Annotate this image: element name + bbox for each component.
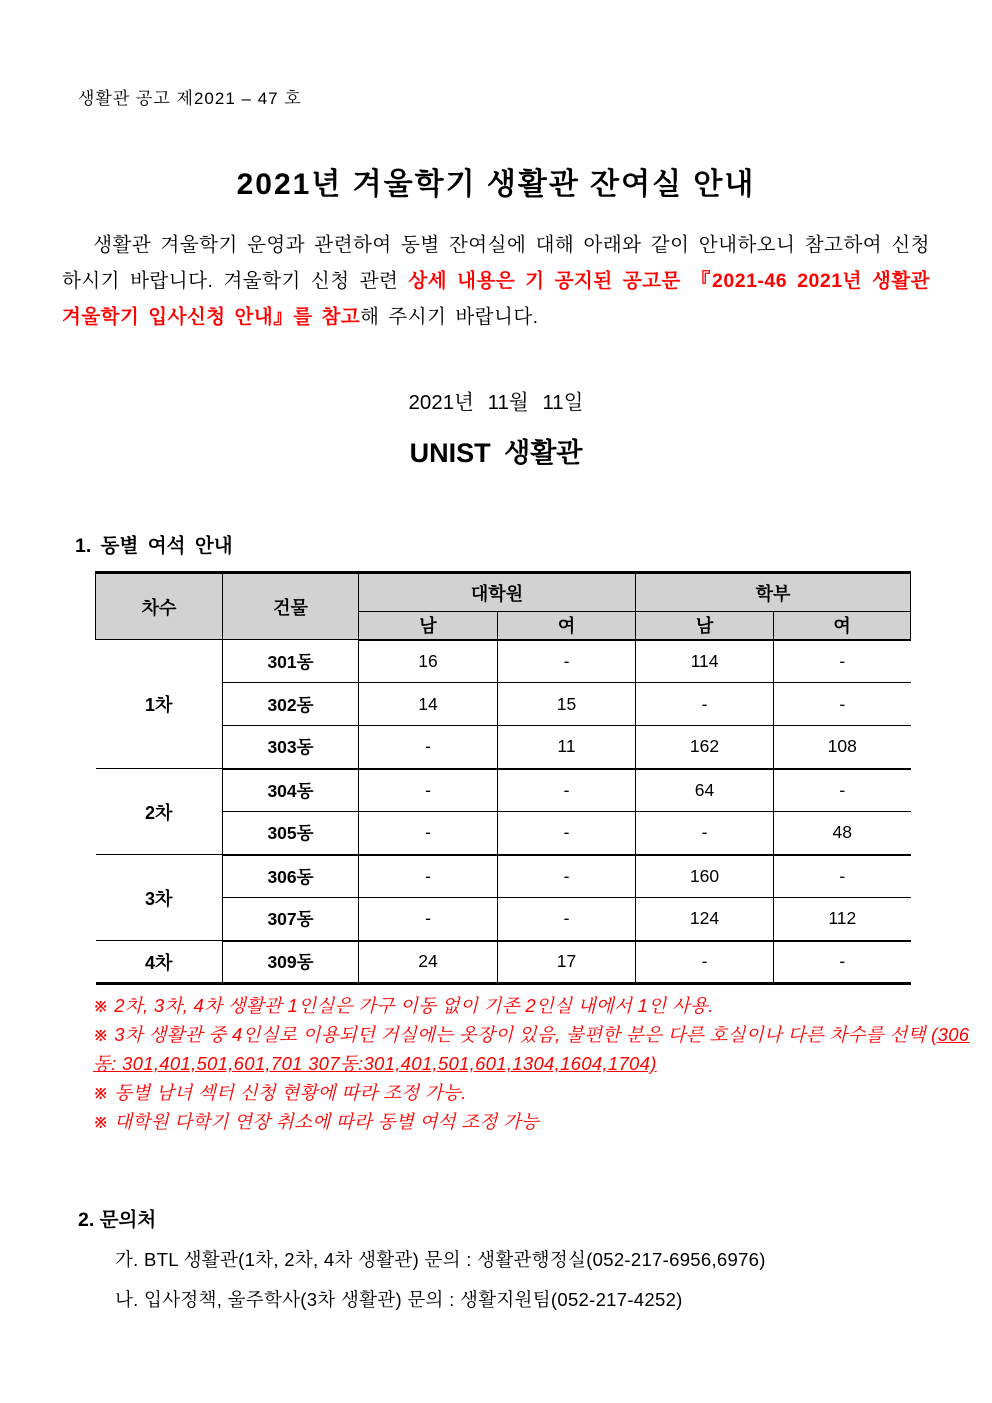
- header-ug-male: 남: [636, 612, 774, 640]
- building-cell: 304동: [223, 769, 359, 812]
- vacancy-cell-grad-m: -: [359, 769, 498, 812]
- building-cell: 303동: [223, 726, 359, 769]
- vacancy-cell-ug-f: -: [774, 769, 911, 812]
- intro-text-1: 생활관 겨울학기 운영과 관련하여 동별 잔여실에 대해 아래와 같이 안내하오니 참고하여 신청하시기 바랍니다. 겨울학기 신청 관련: [62, 234, 930, 292]
- building-cell: 306동: [223, 855, 359, 898]
- vacancy-cell-grad-f: -: [498, 855, 636, 898]
- header-ug-female: 여: [774, 612, 911, 640]
- vacancy-cell-ug-m: -: [636, 683, 774, 726]
- building-cell: 301동: [223, 640, 359, 683]
- vacancy-cell-ug-m: 124: [636, 898, 774, 941]
- vacancy-cell-grad-m: -: [359, 726, 498, 769]
- vacancy-cell-ug-m: 64: [636, 769, 774, 812]
- round-cell: 2차: [96, 769, 223, 855]
- vacancy-cell-grad-m: 24: [359, 941, 498, 984]
- vacancy-cell-ug-f: 112: [774, 898, 911, 941]
- vacancy-cell-ug-f: -: [774, 855, 911, 898]
- table-notes: [93, 991, 973, 1136]
- header-grad-male: 남: [359, 612, 498, 640]
- header-graduate: 대학원: [359, 573, 636, 612]
- vacancy-cell-grad-f: 17: [498, 941, 636, 984]
- vacancy-cell-grad-f: -: [498, 812, 636, 855]
- vacancy-cell-grad-m: 16: [359, 640, 498, 683]
- table-row: [96, 769, 911, 812]
- section1-heading: 1. 동별 여석 안내: [75, 535, 233, 557]
- vacancy-cell-ug-f: -: [774, 683, 911, 726]
- vacancy-cell-grad-m: -: [359, 855, 498, 898]
- section2-heading: 2. 문의처: [78, 1209, 157, 1231]
- header-row-top: [96, 573, 911, 612]
- building-cell: 302동: [223, 683, 359, 726]
- org-name: UNIST 생활관: [409, 438, 583, 468]
- intro-paragraph: [62, 227, 930, 335]
- vacancy-cell-grad-f: -: [498, 640, 636, 683]
- header-building: 건물: [223, 573, 359, 640]
- building-cell: 309동: [223, 941, 359, 984]
- intro-highlight: 상세 내용은 기 공지된 공고문 『2021-46 2021년 생활관 겨울학기 입사신청 안내』를 참고: [62, 270, 931, 328]
- vacancy-cell-grad-f: 11: [498, 726, 636, 769]
- vacancy-cell-ug-m: 114: [636, 640, 774, 683]
- doc-number: 생활관 공고 제2021 – 47 호: [78, 89, 302, 108]
- vacancy-cell-ug-m: 160: [636, 855, 774, 898]
- vacancy-cell-ug-m: 162: [636, 726, 774, 769]
- round-cell: 3차: [96, 855, 223, 941]
- availability-table-body: [96, 640, 911, 984]
- vacancy-cell-ug-f: 108: [774, 726, 911, 769]
- vacancy-cell-grad-m: -: [359, 812, 498, 855]
- contact-list: [115, 1240, 930, 1320]
- building-cell: 307동: [223, 898, 359, 941]
- header-grad-female: 여: [498, 612, 636, 640]
- table-row: [96, 640, 911, 683]
- vacancy-cell-ug-f: -: [774, 640, 911, 683]
- building-cell: 305동: [223, 812, 359, 855]
- note-line: ※ 2차, 3차, 4차 생활관 1인실은 가구 이동 없이 기존 2인실 내에서 1인 사용.: [93, 995, 714, 1016]
- vacancy-cell-ug-f: 48: [774, 812, 911, 855]
- vacancy-cell-grad-f: -: [498, 898, 636, 941]
- round-cell: 1차: [96, 640, 223, 769]
- note-line: ※ 동별 남녀 섹터 신청 현황에 따라 조정 가능.: [93, 1082, 467, 1103]
- vacancy-cell-grad-m: 14: [359, 683, 498, 726]
- page-title: 2021년 겨울학기 생활관 잔여실 안내: [236, 168, 756, 201]
- note-room-list: (306동: 301,401,501,601,701 307동:301,401,501,601,1304,1604,1704): [93, 1024, 970, 1074]
- availability-table: [95, 571, 911, 985]
- table-row: [96, 855, 911, 898]
- table-row: [96, 941, 911, 984]
- intro-text-2: 해 주시기 바랍니다.: [360, 306, 539, 328]
- note-text: ※ 3차 생활관 중 4인실로 이용되던 거실에는 옷장이 있음, 불편한 분은 다른 호실이나 다른 차수를 선택: [93, 1024, 932, 1045]
- round-cell: 4차: [96, 941, 223, 984]
- note-line: [93, 1020, 973, 1078]
- vacancy-cell-ug-f: -: [774, 941, 911, 984]
- vacancy-cell-grad-m: -: [359, 898, 498, 941]
- note-line: ※ 대학원 다학기 연장 취소에 따라 동별 여석 조정 가능: [93, 1111, 540, 1132]
- header-round: 차수: [96, 573, 223, 640]
- vacancy-cell-grad-f: -: [498, 769, 636, 812]
- availability-table-header: [96, 573, 911, 640]
- header-undergraduate: 학부: [636, 573, 911, 612]
- contact-line-b: 나. 입사정책, 울주학사(3차 생활관) 문의 : 생활지원팀(052-217-4252): [115, 1289, 683, 1310]
- vacancy-cell-ug-m: -: [636, 941, 774, 984]
- contact-line-a: 가. BTL 생활관(1차, 2차, 4차 생활관) 문의 : 생활관행정실(052-217-6956,6976): [115, 1249, 766, 1270]
- vacancy-cell-grad-f: 15: [498, 683, 636, 726]
- vacancy-cell-ug-m: -: [636, 812, 774, 855]
- notice-date: 2021년 11월 11일: [408, 391, 584, 414]
